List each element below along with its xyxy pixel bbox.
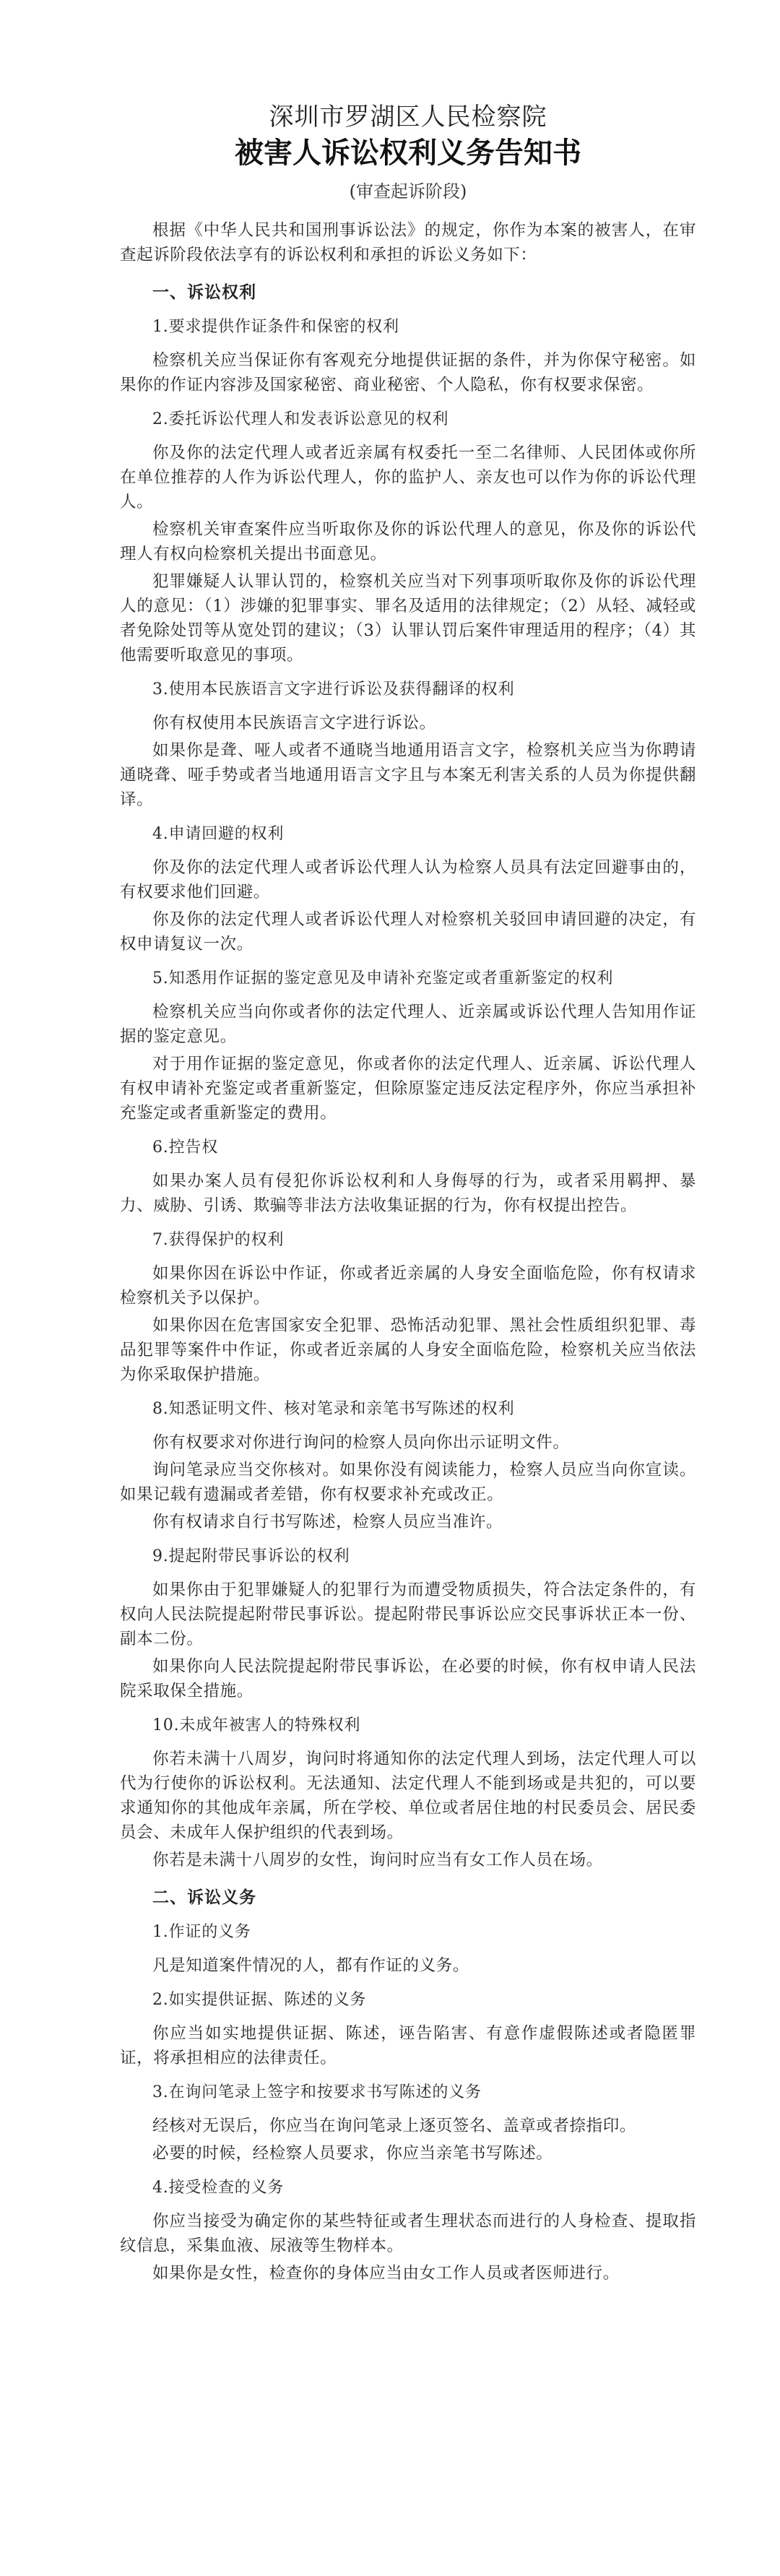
duty-paragraph: 凡是知道案件情况的人，都有作证的义务。 xyxy=(152,1956,469,1975)
intro-paragraph: 根据《中华人民共和国刑事诉讼法》的规定，你作为本案的被害人，在审查起诉阶段依法享有的诉讼权利和承担的诉讼义务如下： xyxy=(120,221,696,264)
document-body xyxy=(120,218,696,2286)
section-heading-duties: 二、诉讼义务 xyxy=(152,1888,256,1907)
duty-item-title: 1.作证的义务 xyxy=(152,1923,251,1941)
duty-paragraph: 你应当如实地提供证据、陈述，诬告陷害、有意作虚假陈述或者隐匿罪证，将承担相应的法律责任。 xyxy=(120,2024,696,2067)
right-paragraph: 对于用作证据的鉴定意见，你或者你的法定代理人、近亲属、诉讼代理人有权申请补充鉴定或者重新鉴定，但除原鉴定违反法定程序外，你应当承担补充鉴定或者重新鉴定的费用。 xyxy=(120,1055,696,1123)
right-item-title: 8.知悉证明文件、核对笔录和亲笔书写陈述的权利 xyxy=(152,1400,515,1418)
right-paragraph: 如果你向人民法院提起附带民事诉讼，在必要的时候，你有权申请人民法院采取保全措施。 xyxy=(120,1657,696,1700)
right-item-title: 3.使用本民族语言文字进行诉讼及获得翻译的权利 xyxy=(152,680,515,699)
right-paragraph: 如果你因在危害国家安全犯罪、恐怖活动犯罪、黑社会性质组织犯罪、毒品犯罪等案件中作证，你或者近亲属的人身安全面临危险，检察机关应当依法为你采取保护措施。 xyxy=(120,1316,696,1384)
right-paragraph: 如果办案人员有侵犯你诉讼权利和人身侮辱的行为，或者采用羁押、暴力、威胁、引诱、欺骗等非法方法收集证据的行为，你有权提出控告。 xyxy=(120,1172,696,1215)
right-paragraph: 检察机关应当向你或者你的法定代理人、近亲属或诉讼代理人告知用作证据的鉴定意见。 xyxy=(120,1003,696,1046)
document-title: 被害人诉讼权利义务告知书 xyxy=(235,136,581,170)
issuing-organization: 深圳市罗湖区人民检察院 xyxy=(269,103,547,131)
right-paragraph: 如果你因在诉讼中作证，你或者近亲属的人身安全面临危险，你有权请求检察机关予以保护。 xyxy=(120,1264,696,1308)
duty-item-title: 3.在询问笔录上签字和按要求书写陈述的义务 xyxy=(152,2083,482,2101)
right-paragraph: 你及你的法定代理人或者诉讼代理人认为检察人员具有法定回避事由的，有权要求他们回避。 xyxy=(120,858,696,902)
right-paragraph: 如果你由于犯罪嫌疑人的犯罪行为而遭受物质损失，符合法定条件的，有权向人民法院提起附带民事诉讼。提起附带民事诉讼应交民事诉状正本一份、副本二份。 xyxy=(120,1581,696,1648)
duty-paragraph: 必要的时候，经检察人员要求，你应当亲笔书写陈述。 xyxy=(152,2144,553,2163)
right-paragraph: 犯罪嫌疑人认罪认罚的，检察机关应当对下列事项听取你及你的诉讼代理人的意见：（1）涉嫌的犯罪事实、罪名及适用的法律规定；（2）从轻、减轻或者免除处罚等从宽处罚的建议；（3）认罪认罚后案件审理适用的程序；（4）其他需要听取意见的事项。 xyxy=(120,572,696,665)
right-item-title: 9.提起附带民事诉讼的权利 xyxy=(152,1547,350,1565)
right-item-title: 10.未成年被害人的特殊权利 xyxy=(152,1716,361,1734)
right-item-title: 2.委托诉讼代理人和发表诉讼意见的权利 xyxy=(152,410,449,428)
right-paragraph: 你若未满十八周岁，询问时将通知你的法定代理人到场，法定代理人可以代为行使你的诉讼权利。无法通知、法定代理人不能到场或是共犯的，可以要求通知你的其他成年亲属，所在学校、单位或者居住地的村民委员会、居民委员会、未成年人保护组织的代表到场。 xyxy=(120,1750,696,1842)
right-item-title: 6.控告权 xyxy=(152,1138,218,1157)
right-paragraph: 询问笔录应当交你核对。如果你没有阅读能力，检察人员应当向你宣读。如果记载有遗漏或者差错，你有权要求补充或改正。 xyxy=(120,1461,696,1504)
duty-paragraph: 经核对无误后，你应当在询问笔录上逐页签名、盖章或者捺指印。 xyxy=(152,2117,636,2135)
right-item-title: 4.申请回避的权利 xyxy=(152,825,285,843)
right-paragraph: 你及你的法定代理人或者诉讼代理人对检察机关驳回申请回避的决定，有权申请复议一次。 xyxy=(120,910,696,954)
right-item-title: 5.知悉用作证据的鉴定意见及申请补充鉴定或者重新鉴定的权利 xyxy=(152,969,614,987)
right-paragraph: 检察机关应当保证你有客观充分地提供证据的条件，并为你保守秘密。如果你的作证内容涉及国家秘密、商业秘密、个人隐私，你有权要求保密。 xyxy=(120,351,696,394)
document-subtitle: (审查起诉阶段) xyxy=(349,181,467,202)
right-paragraph: 你若是未满十八周岁的女性，询问时应当有女工作人员在场。 xyxy=(152,1851,603,1870)
duty-paragraph: 你应当接受为确定你的某些特征或者生理状态而进行的人身检查、提取指纹信息，采集血液、尿液等生物样本。 xyxy=(120,2212,696,2255)
right-paragraph: 你有权使用本民族语言文字进行诉讼。 xyxy=(152,714,436,732)
duty-paragraph: 如果你是女性，检查你的身体应当由女工作人员或者医师进行。 xyxy=(152,2264,620,2283)
right-paragraph: 你有权要求对你进行询问的检察人员向你出示证明文件。 xyxy=(152,1433,570,1452)
duty-item-title: 4.接受检查的义务 xyxy=(152,2179,285,2197)
right-paragraph: 如果你是聋、哑人或者不通晓当地通用语言文字，检察机关应当为你聘请通晓聋、哑手势或者当地通用语言文字且与本案无利害关系的人员为你提供翻译。 xyxy=(120,741,696,809)
right-paragraph: 检察机关审查案件应当听取你及你的诉讼代理人的意见，你及你的诉讼代理人有权向检察机关提出书面意见。 xyxy=(120,520,696,563)
right-paragraph: 你及你的法定代理人或者近亲属有权委托一至二名律师、人民团体或你所在单位推荐的人作为诉讼代理人，你的监护人、亲友也可以作为你的诉讼代理人。 xyxy=(120,444,696,511)
section-heading-rights: 一、诉讼权利 xyxy=(152,282,256,302)
right-paragraph: 你有权请求自行书写陈述，检察人员应当准许。 xyxy=(152,1513,503,1531)
duty-item-title: 2.如实提供证据、陈述的义务 xyxy=(152,1991,367,2009)
right-item-title: 7.获得保护的权利 xyxy=(152,1231,285,1249)
right-item-title: 1.要求提供作证条件和保密的权利 xyxy=(152,318,399,336)
